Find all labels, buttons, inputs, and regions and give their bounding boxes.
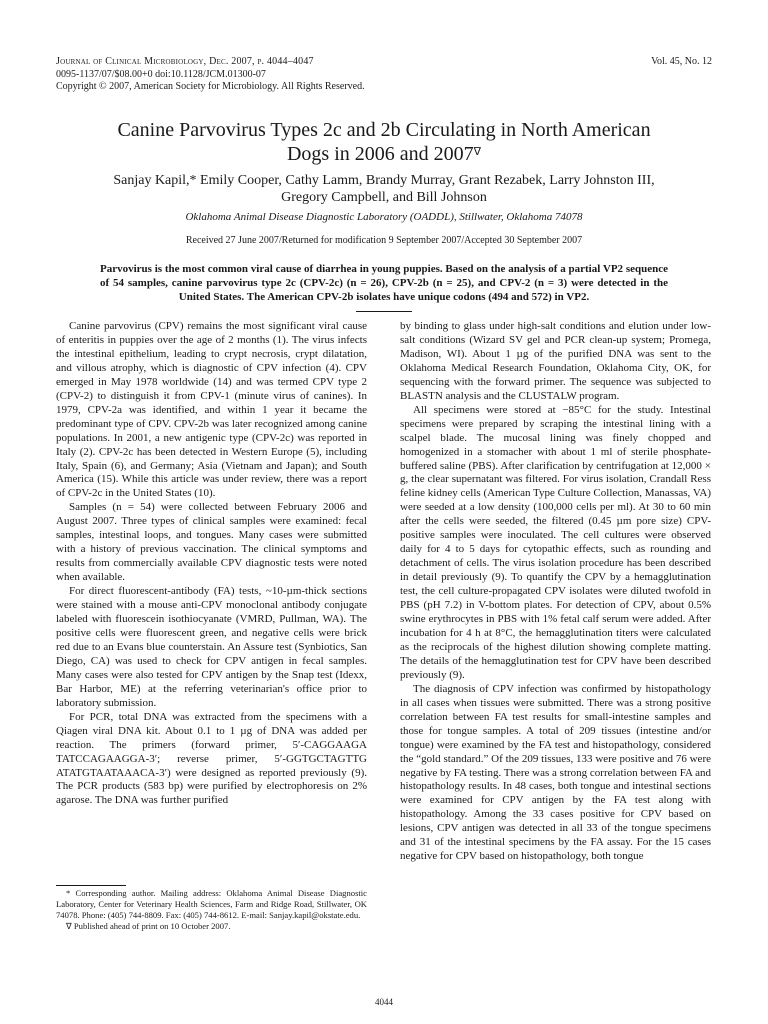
corresponding-author-footnote: * Corresponding author. Mailing address: Oklahoma Animal Disease Diagnostic Laboratory, Center for Veterinary Health Sciences, Farm and Ridge Road, Stillwater, OK 74078. Phone: (405) 744-8809. Fax: (405) 744-8612. E-mail: Sanjay.kapil@okstate.edu. <box>56 888 367 920</box>
abstract-divider <box>356 311 412 312</box>
title-line-2 <box>56 142 712 166</box>
paragraph: The diagnosis of CPV infection was confirmed by histopathology in all cases when tissues were submitted. There was a strong positive correlation between FA test results for small-intestine samples and those for tongue samples. A total of 209 tissues (intestine and/or tongue) were examined by the FA test and histopathology, considered the “gold standard.” Of the 209 tissues, 133 were positive and 76 were negative by FA testing. There was a strong correlation between FA and histopathology results. In 48 cases, both tongue and intestinal sections were examined for CPV antigen by the FA test along with histopathology. Among the 33 cases positive for CPV based on lesions, CPV antigen was detected in all 33 of the tongue specimens and 31 of the intestinal specimens by the FA assay. For the 15 cases negative for CPV based on histopathology, both tongue <box>400 682 711 863</box>
author-list <box>56 172 712 206</box>
paragraph: Samples (n = 54) were collected between February 2006 and August 2007. Three types of clinical samples were examined: fecal samples, intestinal loops, and tongues. Many cases were submitted with a history of previous vaccination. The clinical symptoms and results from commercially available CPV diagnostic tests were noted when available. <box>56 501 367 584</box>
paragraph: Canine parvovirus (CPV) remains the most significant viral cause of enteritis in puppies over the age of 2 months (1). The virus infects the intestinal epithelium, leading to crypt necrosis, crypt dilatation, and villous atrophy, which is diagnostic of CPV infection (4). CPV emerged in May 1978 worldwide (14) and was termed CPV type 2 (CPV-2) to distinguish it from CPV-1 (minute virus of canines). In 1979, CPV-2a was identified, and within 1 year it became the predominant type of CPV. CPV-2b was later recognized among canine populations. In 2001, a new antigenic type (CPV-2c) was reported in Italy (2). CPV-2c has been detected in Western Europe (5), including Italy, Spain (6), and Germany; Asia (Vietnam and Japan); and South America (15). While this article was under review, there was a report of CPV-2c in the United States (10). <box>56 320 367 500</box>
title-line-1: Canine Parvovirus Types 2c and 2b Circulating in North American <box>117 119 651 141</box>
authors-line-2: Gregory Campbell, and Bill Johnson <box>281 190 487 205</box>
footnotes <box>56 888 367 932</box>
affiliation: Oklahoma Animal Disease Diagnostic Laboratory (OADDL), Stillwater, Oklahoma 74078 <box>185 211 583 223</box>
footnote-divider <box>56 885 126 886</box>
volume-issue: Vol. 45, No. 12 <box>651 56 712 67</box>
published-ahead-footnote: ∇ Published ahead of print on 10 October 2007. <box>66 921 231 931</box>
title-line-2-text: Dogs in 2006 and 2007 <box>286 143 474 165</box>
journal-citation: Journal of Clinical Microbiology, Dec. 2007, p. 4044–4047 <box>56 56 314 67</box>
running-header <box>56 56 712 94</box>
published-ahead-mark: ∇ <box>473 146 482 158</box>
copyright-line: Copyright © 2007, American Society for Microbiology. All Rights Reserved. <box>56 81 365 92</box>
received-dates: Received 27 June 2007/Returned for modification 9 September 2007/Accepted 30 September 2007 <box>185 235 583 246</box>
abstract: Parvovirus is the most common viral cause of diarrhea in young puppies. Based on the analysis of a partial VP2 sequence of 54 samples, canine parvovirus type 2c (CPV-2c) (n = 26), CPV-2b (n = 25), and CPV-2 (n = 3) were detected in the United States. The American CPV-2b isolates have unique codons (494 and 572) in VP2. <box>100 263 668 303</box>
issn-doi: 0095-1137/07/$08.00+0 doi:10.1128/JCM.01300-07 <box>56 68 266 80</box>
page-number: 4044 <box>375 997 393 1007</box>
paragraph: For PCR, total DNA was extracted from the specimens with a Qiagen viral DNA kit. About 0.1 to 1 µg of DNA was added per reaction. The primers (forward primer, 5′-CAGGAAGA TATCCAGAAGGA-3′; reverse primer, 5′-GGTGCTAGTTG ATATGTAATAAACA-3′) were designed as reported previously (9). The PCR products (583 bp) were purified by electrophoresis on 2% agarose. The DNA was further purified <box>56 710 367 807</box>
paragraph: by binding to glass under high-salt conditions and elution under low-salt conditions (Wizard SV gel and PCR clean-up system; Promega, Madison, WI). About 1 µg of the purified DNA was sent to the Oklahoma Medical Research Foundation, Oklahoma City, OK, for sequencing with the forward primer. The sequence was subjected to BLASTN analysis and the CLUSTALW program. <box>400 320 711 402</box>
authors-line-1: Sanjay Kapil,* Emily Cooper, Cathy Lamm, Brandy Murray, Grant Rezabek, Larry Johnston III, <box>113 173 655 188</box>
article-title <box>56 118 712 166</box>
paragraph: All specimens were stored at −85°C for the study. Intestinal specimens were prepared by scraping the intestinal lining with a scalpel blade. The mucosal lining was finely chopped and homogenized in a stomacher with about 1 ml of sterile phosphate-buffered saline (PBS). After clarification by centrifugation at 12,000 × g, the clear supernatant was filtered. For virus isolation, Crandall Ress feline kidney cells (American Type Culture Collection, Manassas, VA) were seeded at a low density (100,000 cells per ml). At 30 to 60 min after the cells were seeded, the filtered (0.45 µm pore size) CPV-positive samples were inoculated. The cell cultures were observed daily for 4 to 5 days for cytopathic effects, such as rounding and detachment of cells. The virus isolation procedure has been described in detail previously (9). To quantify the CPV by a hemagglutination test, the cell culture-propagated CPV isolates were diluted twofold in PBS (pH 7.2) in V-bottom plates. For detection of CPV, about 0.5% swine erythrocytes in PBS with 1% fetal calf serum were added. After incubation for 4 h at 8°C, the hemagglutination titers were calculated as the reciprocals of the highest dilution showing complete matting. The details of the hemagglutination test for CPV have been described previously (9). <box>400 403 711 681</box>
paragraph: For direct fluorescent-antibody (FA) tests, ~10-µm-thick sections were stained with a mouse anti-CPV monoclonal antibody conjugate labeled with fluorescein isothiocyanate (VMRD, Pullman, WA). The positive cells were fluorescent green, and negative cells were brick red due to an Evans blue counterstain. An Assure test (Synbiotics, San Diego, CA) was used to check for CPV antigen in fecal samples. Many cases were also tested for CPV antigen by the Snap test (Idexx, Bar Harbor, ME) at the referring veterinarian's office prior to laboratory submission. <box>56 585 367 709</box>
left-column <box>56 320 367 808</box>
right-column <box>400 320 711 864</box>
